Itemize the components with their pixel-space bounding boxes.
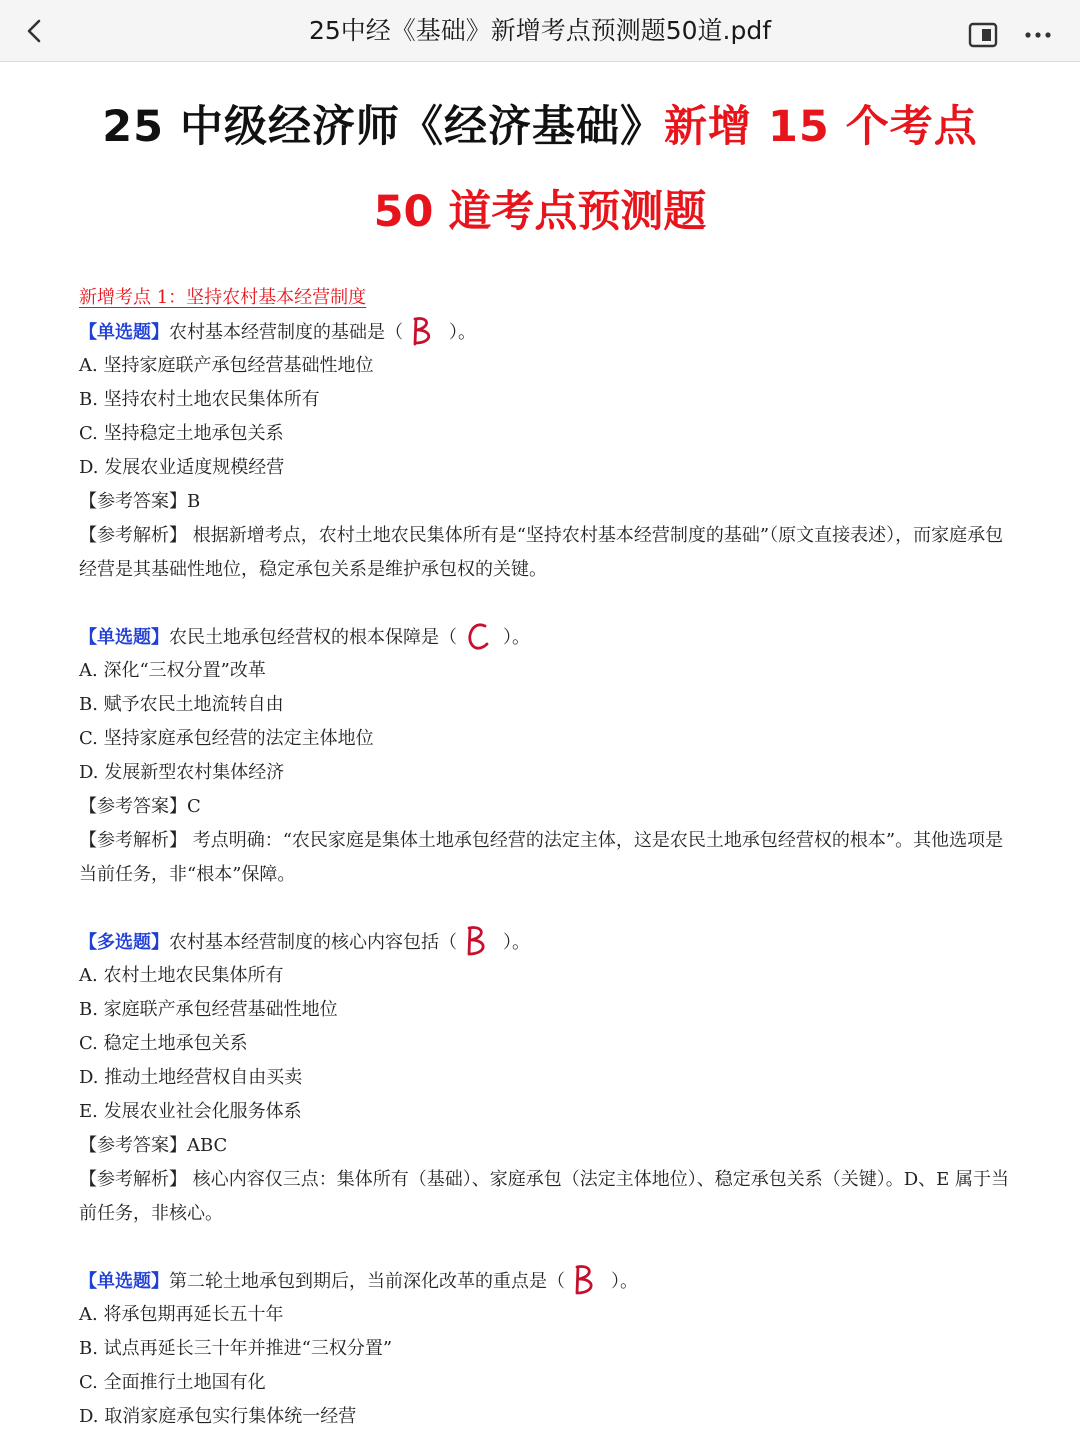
option-a: A. 将承包期再延长五十年: [79, 1304, 284, 1325]
headline-title: [0, 93, 1080, 154]
option-e: E. 发展农业社会化服务体系: [79, 1101, 302, 1122]
option-d: D. 取消家庭承包实行集体统一经营: [79, 1406, 357, 1427]
question-content: [79, 281, 1009, 1434]
option-a: A. 坚持家庭联产承包经营基础性地位: [79, 355, 374, 376]
question-close: ）。: [449, 322, 476, 343]
option-a: A. 深化“三权分置”改革: [79, 660, 266, 681]
reader-toolbar: [0, 0, 1080, 62]
pdf-page: [0, 63, 1080, 1440]
option-d: D. 推动土地经营权自由买卖: [79, 1067, 303, 1088]
question-stem: [79, 1264, 1009, 1298]
question-close: ）。: [611, 1271, 638, 1292]
reader-mode-icon[interactable]: [968, 22, 998, 48]
reference-analysis: 【参考解析】 考点明确：“农民家庭是集体土地承包经营的法定主体，这是农民土地承包经营权的根本”。其他选项是当前任务，非“根本”保障。: [79, 830, 1004, 885]
question-close: ）。: [503, 932, 530, 953]
question-text: 农民土地承包经营权的根本保障是（: [169, 627, 457, 648]
option-b: B. 家庭联产承包经营基础性地位: [79, 999, 338, 1020]
more-dots-icon[interactable]: [1020, 20, 1056, 50]
reference-analysis: 【参考解析】 根据新增考点，农村土地农民集体所有是“坚持农村基本经营制度的基础”（原文直接表述），而家庭承包经营是其基础性地位，稳定承包关系是维护承包权的关键。: [79, 525, 1004, 580]
question-text: 农村基本经营制度的核心内容包括（: [169, 932, 457, 953]
section-title: 新增考点 1：坚持农村基本经营制度: [79, 287, 367, 308]
question-text: 农村基本经营制度的基础是（: [169, 322, 403, 343]
option-d: D. 发展农业适度规模经营: [79, 457, 285, 478]
handwritten-answer-mark: [459, 923, 501, 959]
headline-subtitle: 50 道考点预测题: [373, 187, 707, 237]
option-b: B. 坚持农村土地农民集体所有: [79, 389, 320, 410]
option-c: C. 稳定土地承包关系: [79, 1033, 248, 1054]
option-b: B. 赋予农民土地流转自由: [79, 694, 284, 715]
question-stem: [79, 620, 1009, 654]
reference-answer: 【参考答案】C: [79, 796, 201, 817]
question-type-tag: 【多选题】: [79, 932, 169, 953]
question-type-tag: 【单选题】: [79, 627, 169, 648]
question-text: 第二轮土地承包到期后，当前深化改革的重点是（: [169, 1271, 565, 1292]
document-title: 25中经《基础》新增考点预测题50道.pdf: [308, 16, 772, 45]
option-c: C. 坚持家庭承包经营的法定主体地位: [79, 728, 374, 749]
option-a: A. 农村土地农民集体所有: [79, 965, 284, 986]
handwritten-answer-mark: [459, 618, 501, 654]
question-stem: [79, 925, 1009, 959]
question-close: ）。: [503, 627, 530, 648]
headline-black-part: 25 中级经济师《经济基础》: [102, 102, 665, 152]
reference-analysis: 【参考解析】 核心内容仅三点：集体所有（基础）、家庭承包（法定主体地位）、稳定承包关系（关键）。D、E 属于当前任务，非核心。: [79, 1169, 1010, 1224]
back-chevron-icon[interactable]: [18, 14, 52, 48]
option-b: B. 试点再延长三十年并推进“三权分置”: [79, 1338, 393, 1359]
question-type-tag: 【单选题】: [79, 322, 169, 343]
question-type-tag: 【单选题】: [79, 1271, 169, 1292]
reference-answer: 【参考答案】B: [79, 491, 201, 512]
question-stem: [79, 315, 1009, 349]
reference-answer: 【参考答案】ABC: [79, 1135, 228, 1156]
option-d: D. 发展新型农村集体经济: [79, 762, 285, 783]
option-c: C. 坚持稳定土地承包关系: [79, 423, 284, 444]
headline-red-part: 新增 15 个考点: [664, 102, 978, 152]
handwritten-answer-mark: [405, 313, 447, 349]
option-c: C. 全面推行土地国有化: [79, 1372, 266, 1393]
handwritten-answer-mark: [567, 1262, 609, 1298]
